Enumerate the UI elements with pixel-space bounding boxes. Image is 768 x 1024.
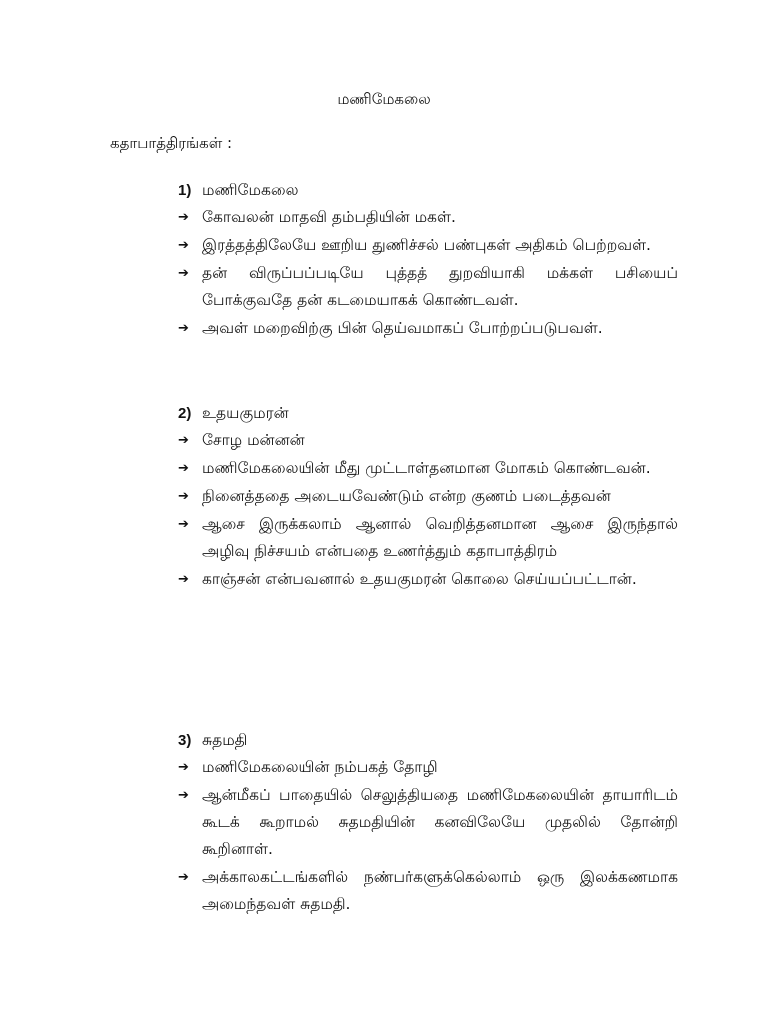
character-heading [178,176,678,204]
character-name: உதயகுமரன் [202,404,289,422]
list-item: ➔ அக்காலகட்டங்களில் நண்பர்களுக்கெல்லாம் ஒரு இலக்கணமாக அமைந்தவள் சுதமதி. [178,864,678,918]
character-name: சுதமதி [202,731,248,749]
list-item: ➔ மணிமேகலையின் நம்பகத் தோழி [178,754,678,781]
arrow-bullet-icon: ➔ [178,266,189,281]
character-section-2 [178,399,678,593]
arrow-bullet-icon: ➔ [178,489,189,504]
list-item: ➔ சோழ மன்னன் [178,427,678,454]
page-title: மணிமேகலை [337,90,431,108]
character-section-3 [178,726,678,918]
list-item: ➔ ஆன்மீகப் பாதையில் செலுத்தியதை மணிமேகலையின் தாயாரிடம் கூடக் கூறாமல் சுதமதியின் கனவிலேயே முதலில் தோன்றி கூறினாள். [178,782,678,863]
arrow-bullet-icon: ➔ [178,517,189,532]
list-item: ➔ இரத்தத்திலேயே ஊறிய துணிச்சல் பண்புகள் அதிகம் பெற்றவள். [178,232,678,259]
list-item: ➔ தன் விருப்பப்படியே புத்தத் துறவியாகி மக்கள் பசியைப் போக்குவதே தன் கடமையாகக் கொண்டவள். [178,260,678,314]
arrow-bullet-icon: ➔ [178,238,189,253]
arrow-bullet-icon: ➔ [178,870,189,885]
arrow-bullet-icon: ➔ [178,321,189,336]
character-number: 2) [178,405,192,422]
list-item: ➔ மணிமேகலையின் மீது முட்டாள்தனமான மோகம் கொண்டவன். [178,455,678,482]
list-item: ➔ நினைத்ததை அடையவேண்டும் என்ற குணம் படைத்தவன் [178,483,678,510]
arrow-bullet-icon: ➔ [178,433,189,448]
list-item: ➔ அவள் மறைவிற்கு பின் தெய்வமாகப் போற்றப்படுபவள். [178,315,678,342]
list-item: ➔ காஞ்சன் என்பவனால் உதயகுமரன் கொலை செய்யப்பட்டான். [178,566,678,593]
character-section-1 [178,176,678,342]
arrow-bullet-icon: ➔ [178,760,189,775]
characters-heading: கதாபாத்திரங்கள் : [110,134,233,152]
arrow-bullet-icon: ➔ [178,210,189,225]
character-heading [178,399,678,427]
arrow-bullet-icon: ➔ [178,572,189,587]
list-item: ➔ கோவலன் மாதவி தம்பதியின் மகள். [178,204,678,231]
character-number: 1) [178,182,192,199]
arrow-bullet-icon: ➔ [178,788,189,803]
character-name: மணிமேகலை [202,181,299,199]
character-heading [178,726,678,754]
list-item: ➔ ஆசை இருக்கலாம் ஆனால் வெறித்தனமான ஆசை இருந்தால் அழிவு நிச்சயம் என்பதை உணர்த்தும் கதாபாத்திரம் [178,511,678,565]
arrow-bullet-icon: ➔ [178,461,189,476]
character-number: 3) [178,732,192,749]
